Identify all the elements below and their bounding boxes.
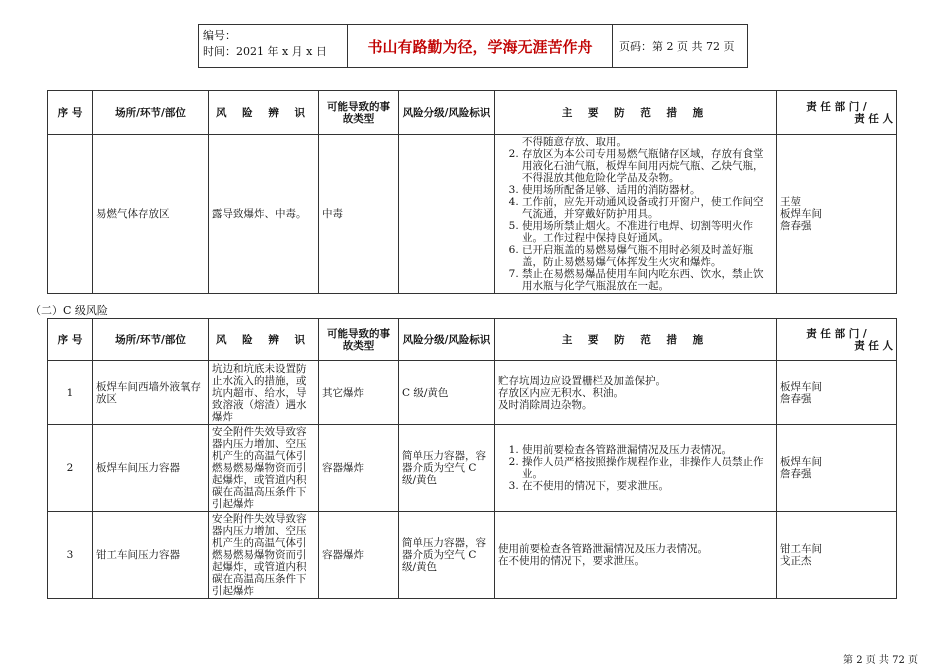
col-seq: 序 号: [48, 319, 93, 361]
measure-line: 存放区内应无积水、积油。: [498, 386, 624, 399]
table-row: [48, 512, 897, 599]
owner-line: 王堃: [780, 196, 801, 208]
cell-risk: 坑边和坑底未设置防止水流入的措施，或坑内超市、给水，导致溶液（熔渣）遇水爆炸: [209, 361, 319, 425]
col-risk: 风 险 辨 识: [209, 91, 319, 135]
cell-seq: 2: [48, 425, 93, 512]
slogan: 书山有路勤为径，学海无涯苦作舟: [348, 25, 613, 67]
cell-seq: 1: [48, 361, 93, 425]
page-header: [198, 24, 748, 68]
cell-measures: [495, 135, 777, 294]
table-row: [48, 425, 897, 512]
col-owner-b: 责 任 人: [854, 112, 893, 125]
owner-line: 詹春强: [780, 220, 812, 232]
list-item: 3. 使用场所配备足够、适用的消防器材。: [522, 184, 773, 196]
table-header-row: [48, 319, 897, 361]
col-place: 场所/环节/部位: [93, 91, 209, 135]
table-header-row: [48, 91, 897, 135]
owner-line: 板焊车间: [780, 380, 822, 393]
cell-level: [399, 135, 495, 294]
col-owner: [777, 319, 897, 361]
header-meta: [199, 25, 348, 67]
cell-seq: [48, 135, 93, 294]
cell-measures: [495, 425, 777, 512]
col-accident: 可能导致的事故类型: [319, 319, 399, 361]
section-c-title: （二）C 级风险: [30, 304, 108, 317]
owner-line: 詹春强: [780, 468, 812, 480]
owner-line: 戈正杰: [780, 555, 812, 567]
col-owner-b: 责 任 人: [854, 339, 893, 352]
cell-place: 易燃气体存放区: [93, 135, 209, 294]
owner-line: 钳工车间: [780, 543, 822, 555]
cell-place: 钳工车间压力容器: [93, 512, 209, 599]
cell-risk: 安全附件失效导致容器内压力增加、空压机产生的高温气体引燃易燃易爆物资而引起爆炸，或管道内积碳在高温高压条件下引起爆炸: [209, 512, 319, 599]
cell-level: 简单压力容器，容器介质为空气 C 级/黄色: [399, 512, 495, 599]
owner-line: 板焊车间: [780, 208, 822, 220]
cell-measures: [495, 512, 777, 599]
measure-line: 及时消除周边杂物。: [498, 398, 593, 411]
cell-owner: [777, 425, 897, 512]
col-seq: 序 号: [48, 91, 93, 135]
list-item: 5. 使用场所禁止烟火。不准进行电焊、切割等明火作业。工作过程中保持良好通风。: [522, 220, 773, 244]
cell-place: 板焊车间压力容器: [93, 425, 209, 512]
list-item: 4. 工作前，应先开动通风设备或打开窗户，使工作间空气流通，并穿戴好防护用具。: [522, 196, 773, 220]
cell-level: 简单压力容器，容器介质为空气 C 级/黄色: [399, 425, 495, 512]
col-measures: 主 要 防 范 措 施: [495, 319, 777, 361]
measure-first: 不得随意存放、取用。: [522, 136, 627, 148]
cell-owner: [777, 135, 897, 294]
col-owner-a: 责 任 部 门 /: [806, 100, 867, 113]
col-owner-a: 责 任 部 门 /: [806, 327, 867, 340]
col-level: 风险分级/风险标识: [399, 91, 495, 135]
measure-list: [498, 148, 773, 292]
cell-owner: [777, 361, 897, 425]
cell-accident: 容器爆炸: [319, 425, 399, 512]
list-item: 6. 已开启瓶盖的易燃易爆气瓶不用时必须及时盖好瓶盖，防止易燃易爆气体挥发生火灾和爆炸。: [522, 244, 773, 268]
col-place: 场所/环节/部位: [93, 319, 209, 361]
cell-seq: 3: [48, 512, 93, 599]
list-item: 3. 在不使用的情况下，要求泄压。: [522, 480, 773, 492]
list-item: 2. 操作人员严格按照操作规程作业，非操作人员禁止作业。: [522, 456, 773, 480]
col-owner: [777, 91, 897, 135]
measure-line: 贮存坑周边应设置栅栏及加盖保护。: [498, 374, 666, 387]
cell-risk: 露导致爆炸、中毒。: [209, 135, 319, 294]
cell-risk: 安全附件失效导致容器内压力增加、空压机产生的高温气体引燃易燃易爆物资而引起爆炸，或管道内积碳在高温高压条件下引起爆炸: [209, 425, 319, 512]
col-measures: 主 要 防 范 措 施: [495, 91, 777, 135]
list-item: 7. 禁止在易燃易爆品使用车间内吃东西、饮水，禁止饮用水瓶与化学气瓶混放在一起。: [522, 268, 773, 292]
measure-line: 使用前要检查各管路泄漏情况及压力表情况。: [498, 543, 708, 555]
owner-line: 詹春强: [780, 392, 812, 405]
number-label: 编号：: [203, 29, 236, 42]
risk-table-b: [47, 90, 897, 294]
col-risk: 风 险 辨 识: [209, 319, 319, 361]
col-accident: 可能导致的事故类型: [319, 91, 399, 135]
page-label: 页码：第 2 页 共 72 页: [619, 40, 735, 53]
cell-accident: 其它爆炸: [319, 361, 399, 425]
page-footer: 第 2 页 共 72 页: [843, 655, 918, 666]
col-level: 风险分级/风险标识: [399, 319, 495, 361]
cell-owner: [777, 512, 897, 599]
owner-line: 板焊车间: [780, 456, 822, 468]
cell-place: 板焊车间西墙外液氧存放区: [93, 361, 209, 425]
table-row: [48, 361, 897, 425]
cell-measures: [495, 361, 777, 425]
risk-table-c: [47, 318, 897, 599]
table-row: [48, 135, 897, 294]
measure-line: 在不使用的情况下，要求泄压。: [498, 555, 645, 567]
list-item: 1. 使用前要检查各管路泄漏情况及压力表情况。: [522, 444, 773, 456]
cell-level: C 级/黄色: [399, 361, 495, 425]
measure-list: [498, 444, 773, 492]
cell-accident: 容器爆炸: [319, 512, 399, 599]
list-item: 2. 存放区为本公司专用易燃气瓶储存区域，存放有食堂用液化石油气瓶，板焊车间用丙烷气瓶、乙炔气瓶，不得混放其他危险化学品及杂物。: [522, 148, 773, 184]
cell-accident: 中毒: [319, 135, 399, 294]
time-label: 时间：2021 年 x 月 x 日: [203, 45, 327, 58]
